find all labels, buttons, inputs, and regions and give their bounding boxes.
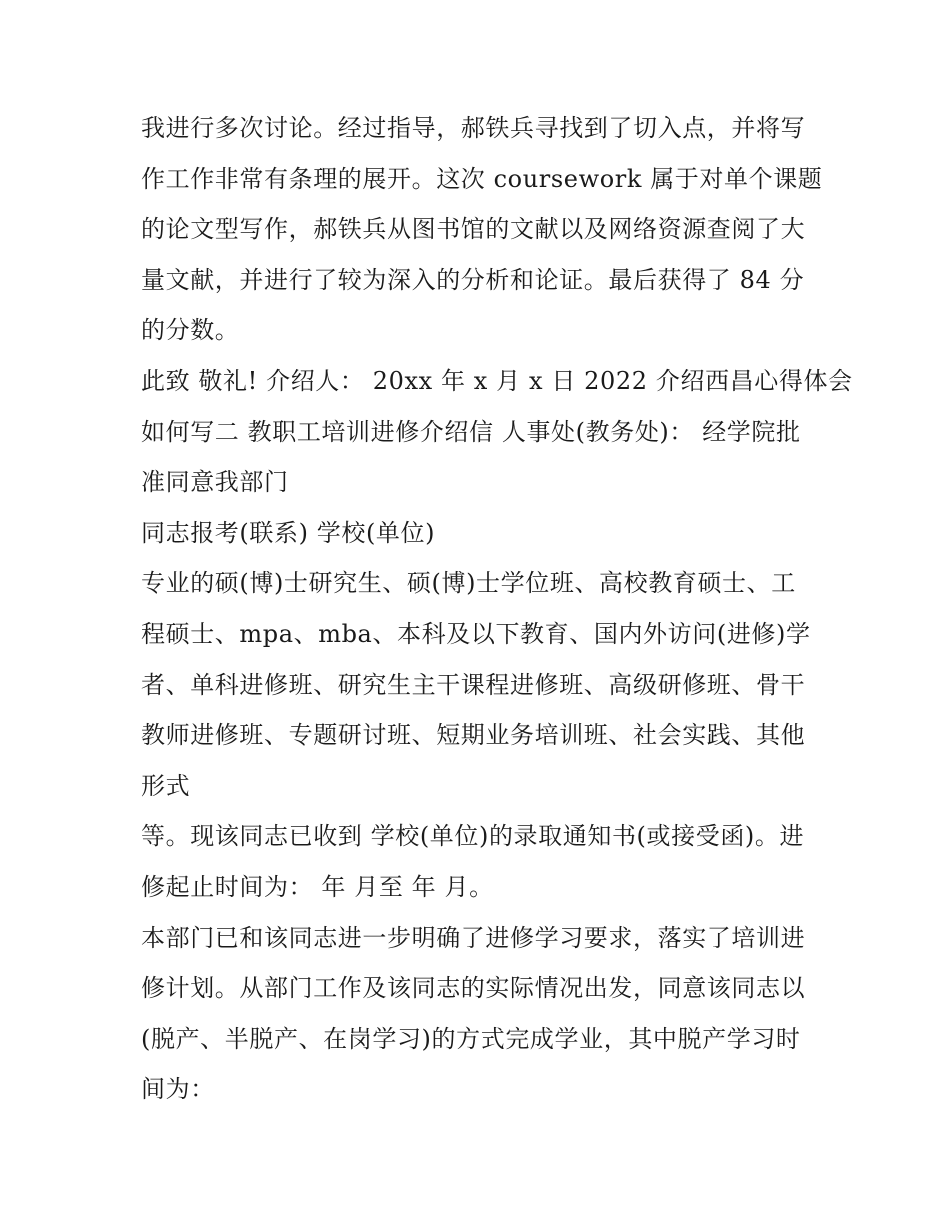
text-line: 程硕士、mpa、mba、本科及以下教育、国内外访问(进修)学 <box>141 620 811 648</box>
text-line: 我进行多次讨论。经过指导，郝铁兵寻找到了切入点，并将写 <box>141 114 806 142</box>
text-line: 修计划。从部门工作及该同志的实际情况出发，同意该同志以 <box>141 974 806 1002</box>
text-line: 的分数。 <box>141 316 240 344</box>
text-line: 等。现该同志已收到 学校(单位)的录取通知书(或接受函)。进 <box>141 822 805 850</box>
text-line: 作工作非常有条理的展开。这次 coursework 属于对单个课题 <box>141 165 823 193</box>
text-line: 此致 敬礼! 介绍人： 20xx 年 x 月 x 日 2022 介绍西昌心得体会 <box>141 367 853 395</box>
text-line: 教师进修班、专题研讨班、短期业务培训班、社会实践、其他 <box>141 721 806 749</box>
text-line: 的论文型写作，郝铁兵从图书馆的文献以及网络资源查阅了大 <box>141 215 806 243</box>
text-line: 如何写二 教职工培训进修介绍信 人事处(教务处)： 经学院批 <box>141 418 801 446</box>
text-line: 同志报考(联系) 学校(单位) <box>141 519 436 547</box>
text-line: 本部门已和该同志进一步明确了进修学习要求，落实了培训进 <box>141 924 806 952</box>
text-line: 间为： <box>141 1075 215 1103</box>
text-line: 者、单科进修班、研究生主干课程进修班、高级研修班、骨干 <box>141 671 806 699</box>
text-line: 准同意我部门 <box>141 468 289 496</box>
text-line: (脱产、半脱产、在岗学习)的方式完成学业，其中脱产学习时 <box>141 1025 801 1053</box>
text-line: 形式 <box>141 772 191 800</box>
text-line: 专业的硕(博)士研究生、硕(博)士学位班、高校教育硕士、工 <box>141 569 796 597</box>
text-line: 修起止时间为： 年 月至 年 月。 <box>141 873 494 901</box>
text-line: 量文献，并进行了较为深入的分析和论证。最后获得了 84 分 <box>141 266 805 294</box>
